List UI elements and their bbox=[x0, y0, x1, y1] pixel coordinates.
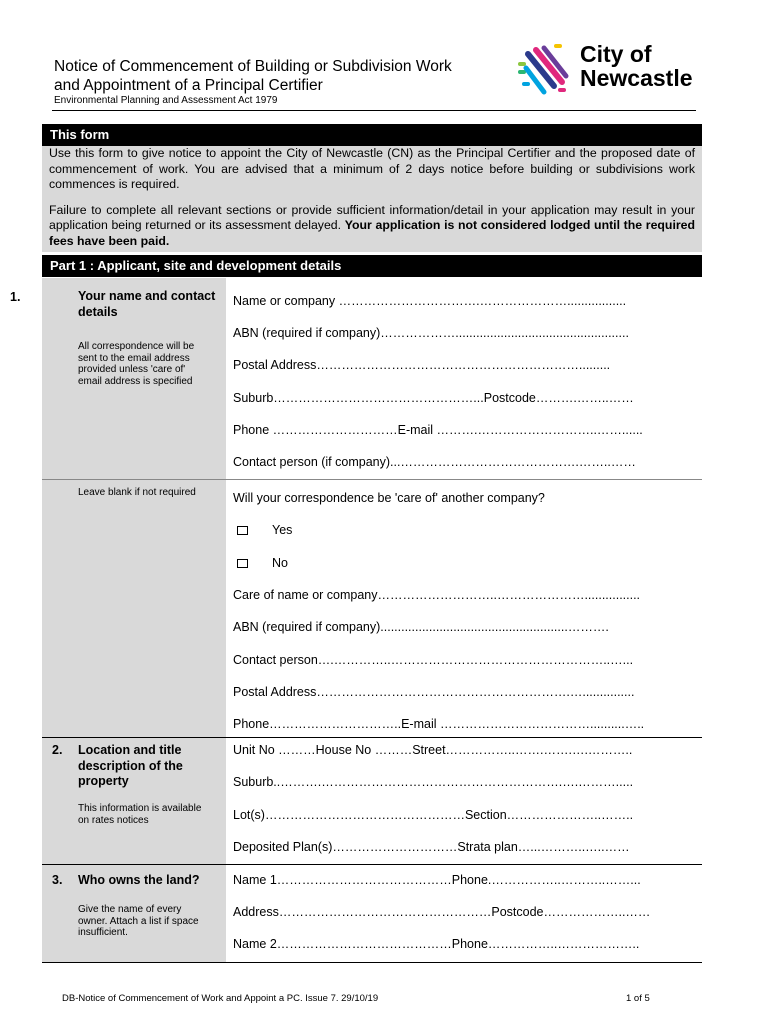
care-of-question: Will your correspondence be 'care of' another company? bbox=[233, 491, 545, 505]
lot-section-field[interactable]: Lot(s)…………………………………………Section…………………..…….. bbox=[233, 808, 634, 822]
city-logo-mark-icon bbox=[514, 42, 574, 98]
section-2-note: This information is available on rates notices bbox=[78, 803, 202, 826]
footer-page-number: 1 of 5 bbox=[626, 993, 650, 1004]
intro-paragraph-2-text: Failure to complete all relevant sections or provide sufficient information/detail in your application may result in your application being returned or its assessment delayed. bbox=[49, 202, 695, 232]
section-2-number: 2. bbox=[52, 743, 63, 757]
footer-document-id: DB-Notice of Commencement of Work and Appoint a PC. Issue 7. 29/10/19 bbox=[62, 993, 379, 1004]
deposited-strata-plan-field[interactable]: Deposited Plan(s)…………………………Strata plan…...………..…..…… bbox=[233, 840, 630, 854]
section-3-title: Who owns the land? bbox=[78, 873, 200, 887]
care-of-phone-email-field[interactable]: Phone…………………………..E-mail ………………………………..........….. bbox=[233, 717, 645, 731]
title-line-1: Notice of Commencement of Building or Subdivision Work bbox=[54, 58, 452, 75]
property-suburb-field[interactable]: Suburb..……….………………………………………………….….………..... bbox=[233, 775, 634, 789]
section-2-title: Location and title description of the property bbox=[78, 743, 183, 788]
intro-paragraph-1: Use this form to give notice to appoint the City of Newcastle (CN) as the Principal Certifier and the proposed date of commencement of work. You are advised that a minimum of 2 days notice before building or subdivisions work commences is required. bbox=[49, 146, 695, 191]
section-3-number: 3. bbox=[52, 873, 63, 887]
section-1-care-note: Leave blank if not required bbox=[78, 487, 196, 498]
intro-paragraph-2-bold: Your application is not considered lodged until the required fees have been paid. bbox=[49, 218, 695, 248]
section-3-note: Give the name of every owner. Attach a list if space insufficient. bbox=[78, 904, 199, 938]
contact-person-field[interactable]: Contact person (if company)...…………………………………….……..…… bbox=[233, 455, 636, 469]
act-subtitle: Environmental Planning and Assessment Act 1979 bbox=[54, 95, 278, 106]
logo-text bbox=[580, 42, 693, 90]
postal-address-field[interactable]: Postal Address………………………………………………………......... bbox=[233, 358, 611, 372]
care-of-contact-field[interactable]: Contact person….…………..……………………………………………..…... bbox=[233, 653, 634, 667]
suburb-postcode-field[interactable]: Suburb…………………………………………...Postcode……….……..…… bbox=[233, 391, 634, 405]
no-checkbox[interactable] bbox=[237, 559, 248, 568]
city-logo bbox=[514, 42, 699, 98]
care-of-abn-field[interactable]: ABN (required if company)......................................................………. bbox=[233, 620, 609, 634]
part1-heading: Part 1 : Applicant, site and development details bbox=[42, 255, 702, 277]
section-divider bbox=[42, 479, 702, 480]
yes-checkbox[interactable] bbox=[237, 526, 248, 535]
form-title bbox=[54, 57, 524, 95]
section-divider bbox=[42, 864, 702, 865]
section-divider bbox=[42, 737, 702, 738]
owner-name-2-field[interactable]: Name 2……………………………………Phone……………..……………….. bbox=[233, 937, 640, 951]
care-of-postal-field[interactable]: Postal Address…………………………………………………….…............... bbox=[233, 685, 635, 699]
header-rule bbox=[52, 110, 696, 111]
yes-label: Yes bbox=[272, 523, 293, 537]
section-1-title: Your name and contact details bbox=[78, 289, 216, 319]
unit-house-street-field[interactable]: Unit No ………House No ………Street……………..…….…….….……….. bbox=[233, 743, 633, 757]
phone-email-field[interactable]: Phone …………………………E-mail ……….………………………..……...... bbox=[233, 423, 643, 437]
owner-address-field[interactable]: Address……………………………………………Postcode………………..…… bbox=[233, 905, 651, 919]
no-option[interactable] bbox=[237, 556, 288, 570]
this-form-heading: This form bbox=[42, 124, 702, 146]
section-1-number: 1. bbox=[10, 290, 21, 304]
logo-line-2: Newcastle bbox=[580, 65, 693, 91]
section-divider bbox=[42, 962, 702, 963]
yes-option[interactable] bbox=[237, 523, 292, 537]
this-form-intro bbox=[42, 146, 702, 252]
section-1-note: All correspondence will be sent to the email address provided unless 'care of' email address is specified bbox=[78, 341, 195, 387]
title-line-2: and Appointment of a Principal Certifier bbox=[54, 77, 323, 94]
intro-paragraph-2 bbox=[49, 203, 695, 250]
logo-line-1: City of bbox=[580, 41, 652, 67]
abn-field[interactable]: ABN (required if company)……………….................................................. bbox=[233, 326, 629, 340]
no-label: No bbox=[272, 556, 288, 570]
care-of-name-field[interactable]: Care of name or company………………………..…………………................ bbox=[233, 588, 641, 602]
owner-name-1-field[interactable]: Name 1……………………………………Phone.……………..………..……... bbox=[233, 873, 641, 887]
name-or-company-field[interactable]: Name or company …………………………….…………………................. bbox=[233, 294, 627, 308]
